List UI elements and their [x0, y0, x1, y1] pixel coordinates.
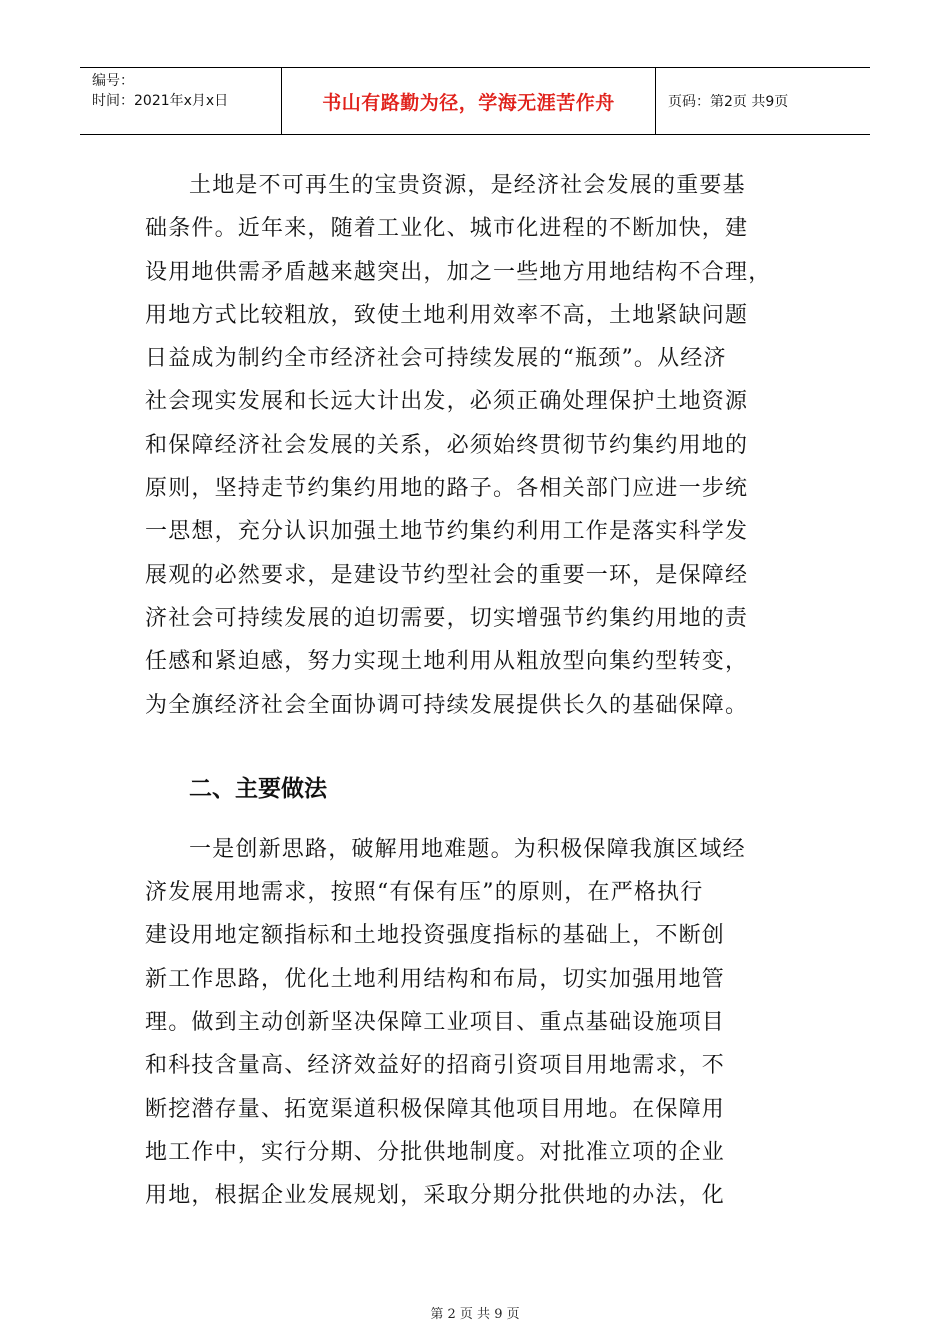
- paragraph-line: 新工作思路，优化土地利用结构和布局，切实加强用地管: [145, 966, 726, 992]
- paragraph-line: 用地，根据企业发展规划，采取分期分批供地的办法，化: [145, 1183, 726, 1209]
- paragraph-land-resources: [145, 164, 815, 727]
- paragraph-line: 理。做到主动创新坚决保障工业项目、重点基础设施项目: [145, 1010, 726, 1036]
- document-body: [145, 164, 815, 1218]
- paragraph-line: 用地方式比较粗放，致使土地利用效率不高，土地紧缺问题: [145, 302, 749, 328]
- paragraph-line: 地工作中，实行分期、分批供地制度。对批准立项的企业: [145, 1139, 726, 1165]
- document-header: [80, 67, 870, 135]
- header-motto: 书山有路勤为径，学海无涯苦作舟: [281, 68, 656, 134]
- paragraph-line: 设用地供需矛盾越来越突出，加之一些地方用地结构不合理，: [145, 259, 772, 285]
- document-date-label: 时间：2021年x月x日: [92, 93, 229, 109]
- paragraph-line: 和保障经济社会发展的关系，必须始终贯彻节约集约用地的: [145, 432, 749, 458]
- paragraph-line: 济发展用地需求，按照“有保有压”的原则，在严格执行: [145, 880, 704, 906]
- section-heading: 二、主要做法: [189, 774, 327, 802]
- paragraph-line: 社会现实发展和长远大计出发，必须正确处理保护土地资源: [145, 389, 749, 415]
- page-footer: 第 2 页 共 9 页: [430, 1307, 520, 1322]
- paragraph-line: 原则，坚持走节约集约用地的路子。各相关部门应进一步统: [145, 476, 749, 502]
- paragraph-line: 任感和紧迫感，努力实现土地利用从粗放型向集约型转变，: [145, 649, 749, 675]
- paragraph-line: 和科技含量高、经济效益好的招商引资项目用地需求，不: [145, 1053, 726, 1079]
- paragraph-line: 济社会可持续发展的迫切需要，切实增强节约集约用地的责: [145, 605, 749, 631]
- document-number-label: 编号：: [92, 73, 134, 89]
- paragraph-line: 断挖潜存量、拓宽渠道积极保障其他项目用地。在保障用: [145, 1096, 726, 1122]
- paragraph-line: 建设用地定额指标和土地投资强度指标的基础上，不断创: [145, 923, 726, 949]
- header-meta: [80, 68, 281, 134]
- paragraph-line: 展观的必然要求，是建设节约型社会的重要一环，是保障经: [145, 562, 749, 588]
- paragraph-main-practices: [145, 828, 785, 1218]
- paragraph-line: 一思想，充分认识加强土地节约集约利用工作是落实科学发: [145, 519, 749, 545]
- header-page-info: 页码：第2页 共9页: [668, 94, 789, 110]
- paragraph-line: 础条件。近年来，随着工业化、城市化进程的不断加快，建: [145, 216, 749, 242]
- paragraph-line: 一是创新思路，破解用地难题。为积极保障我旗区域经: [189, 836, 746, 862]
- paragraph-line: 土地是不可再生的宝贵资源，是经济社会发展的重要基: [189, 173, 746, 198]
- paragraph-line: 为全旗经济社会全面协调可持续发展提供长久的基础保障。: [145, 692, 749, 718]
- paragraph-line: 日益成为制约全市经济社会可持续发展的“瓶颈”。从经济: [145, 346, 727, 372]
